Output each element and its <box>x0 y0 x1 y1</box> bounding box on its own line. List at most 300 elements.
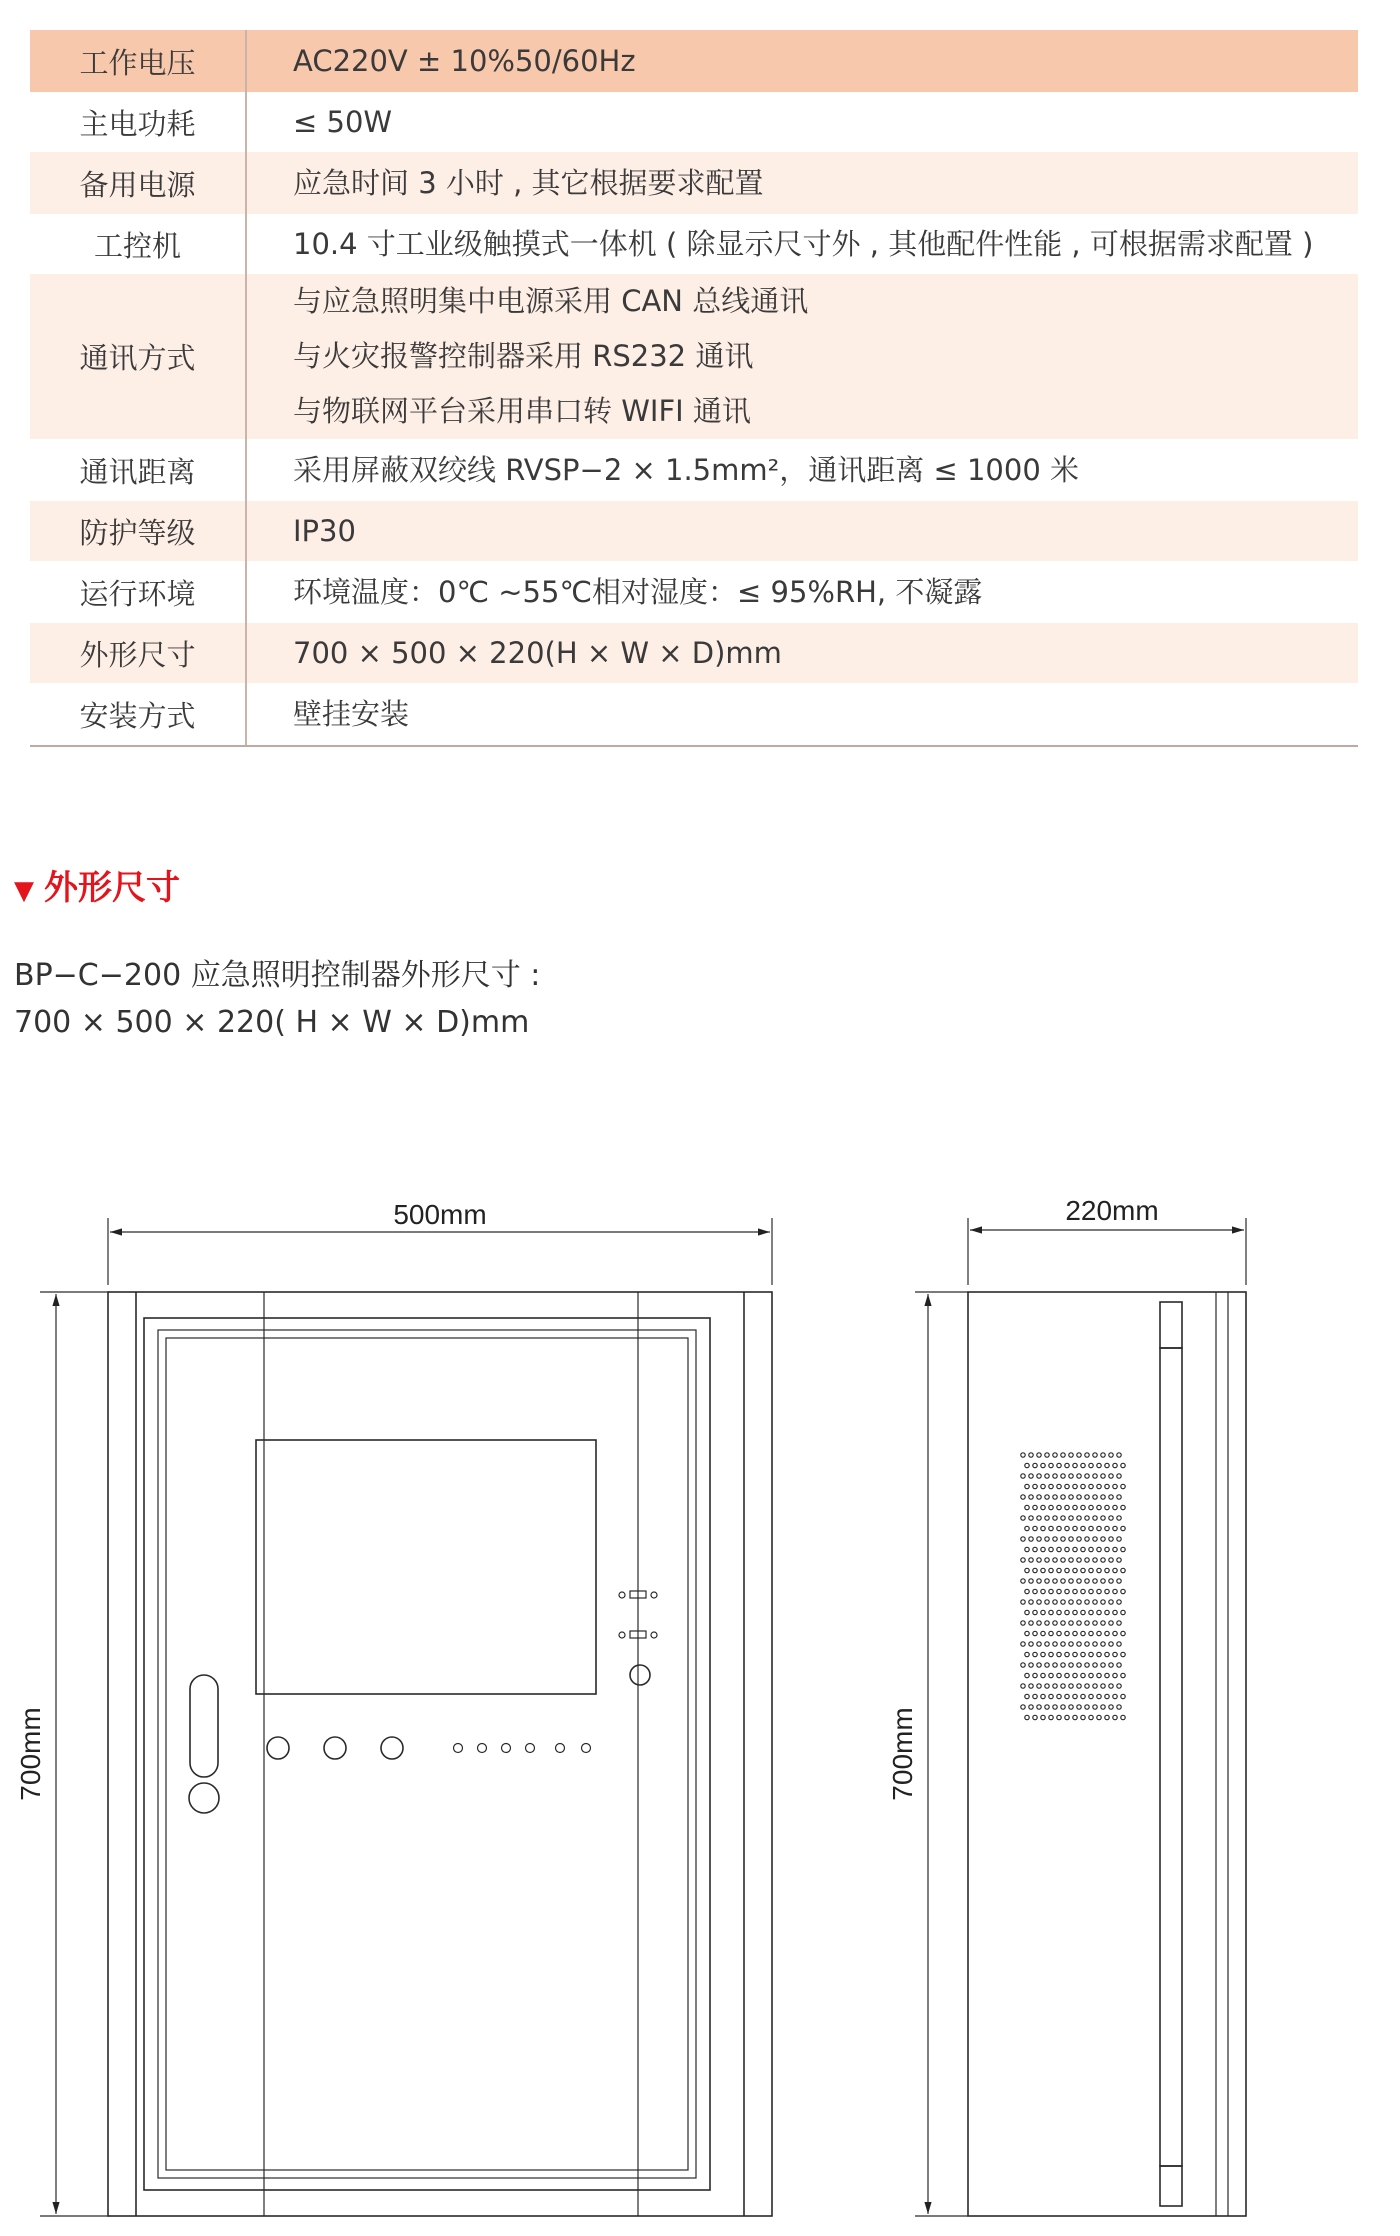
vent-hole <box>1025 1547 1029 1551</box>
spec-value-line: 采用屏蔽双绞线 RVSP−2 × 1.5mm²，通讯距离 ≤ 1000 米 <box>293 453 1080 487</box>
vent-hole <box>1093 1453 1097 1457</box>
vent-hole <box>1041 1610 1045 1614</box>
vent-hole <box>1117 1474 1121 1478</box>
vent-hole <box>1041 1715 1045 1719</box>
vent-hole <box>1081 1568 1085 1572</box>
vent-hole <box>1061 1705 1065 1709</box>
vent-hole <box>1021 1705 1025 1709</box>
vent-hole <box>1093 1516 1097 1520</box>
vent-hole <box>1081 1547 1085 1551</box>
vent-hole <box>1065 1589 1069 1593</box>
vent-hole <box>1049 1484 1053 1488</box>
vent-hole <box>1029 1705 1033 1709</box>
vent-hole <box>1097 1484 1101 1488</box>
vent-hole <box>1085 1579 1089 1583</box>
section-title-text: 外形尺寸 <box>44 868 180 908</box>
vent-hole <box>1033 1463 1037 1467</box>
vent-hole <box>1073 1463 1077 1467</box>
vent-hole <box>1117 1537 1121 1541</box>
vent-hole <box>1029 1558 1033 1562</box>
vent-hole <box>1077 1684 1081 1688</box>
vent-hole <box>1113 1568 1117 1572</box>
vent-hole <box>1053 1600 1057 1604</box>
vent-hole <box>1025 1715 1029 1719</box>
vent-hole <box>1113 1589 1117 1593</box>
vent-hole <box>1065 1463 1069 1467</box>
vent-hole <box>1065 1694 1069 1698</box>
vent-hole <box>1045 1684 1049 1688</box>
spec-label: 主电功耗 <box>30 92 246 152</box>
vent-hole <box>1025 1610 1029 1614</box>
vent-hole <box>1025 1505 1029 1509</box>
vent-hole <box>1077 1642 1081 1646</box>
vent-hole <box>1117 1684 1121 1688</box>
vent-hole <box>1057 1631 1061 1635</box>
vent-hole <box>1045 1642 1049 1646</box>
vent-hole <box>1021 1642 1025 1646</box>
vent-hole <box>1101 1495 1105 1499</box>
spec-value <box>246 561 1358 623</box>
vent-hole <box>1065 1547 1069 1551</box>
vent-hole <box>1085 1705 1089 1709</box>
vent-hole <box>1061 1579 1065 1583</box>
vent-hole <box>1045 1600 1049 1604</box>
spec-value <box>246 683 1358 746</box>
vent-hole <box>1029 1684 1033 1688</box>
vent-hole <box>1021 1537 1025 1541</box>
spec-value-line: AC220V ± 10%50/60Hz <box>293 44 636 78</box>
spec-label: 防护等级 <box>30 501 246 561</box>
vent-hole <box>1057 1589 1061 1593</box>
spec-row <box>30 683 1358 746</box>
vent-hole <box>1033 1484 1037 1488</box>
vent-hole <box>1057 1673 1061 1677</box>
vent-hole <box>1033 1526 1037 1530</box>
vent-hole <box>1089 1568 1093 1572</box>
spec-row <box>30 439 1358 501</box>
vent-hole <box>1069 1621 1073 1625</box>
vent-hole <box>1109 1516 1113 1520</box>
vent-hole <box>1025 1463 1029 1467</box>
vent-hole <box>1105 1631 1109 1635</box>
spec-value-line: 与火灾报警控制器采用 RS232 通讯 <box>293 339 754 373</box>
vent-hole <box>1101 1684 1105 1688</box>
spec-row <box>30 623 1358 683</box>
vent-hole <box>1097 1715 1101 1719</box>
vent-hole <box>1037 1495 1041 1499</box>
vent-hole <box>1037 1558 1041 1562</box>
vent-hole <box>1025 1694 1029 1698</box>
spec-value <box>246 501 1358 561</box>
vent-hole <box>1109 1537 1113 1541</box>
vent-hole <box>1101 1537 1105 1541</box>
vent-hole <box>1057 1568 1061 1572</box>
vent-hole <box>1053 1474 1057 1478</box>
vent-hole <box>1057 1505 1061 1509</box>
vent-hole <box>1065 1631 1069 1635</box>
vent-hole <box>1021 1495 1025 1499</box>
vent-hole <box>1077 1705 1081 1709</box>
vent-hole <box>1113 1463 1117 1467</box>
vent-hole <box>1105 1589 1109 1593</box>
vent-hole <box>1093 1663 1097 1667</box>
vent-hole <box>1053 1684 1057 1688</box>
vent-hole <box>1021 1558 1025 1562</box>
vent-hole <box>1085 1558 1089 1562</box>
vent-hole <box>1097 1547 1101 1551</box>
vent-hole <box>1041 1631 1045 1635</box>
vent-hole <box>1045 1621 1049 1625</box>
vent-hole <box>1117 1579 1121 1583</box>
vent-hole <box>1053 1516 1057 1520</box>
vent-hole <box>1045 1453 1049 1457</box>
spec-row <box>30 501 1358 561</box>
vent-hole <box>1089 1694 1093 1698</box>
vent-hole <box>1049 1589 1053 1593</box>
vent-hole <box>1061 1537 1065 1541</box>
vent-hole <box>1117 1495 1121 1499</box>
vent-hole <box>1057 1463 1061 1467</box>
vent-hole <box>1121 1526 1125 1530</box>
vent-hole <box>1041 1652 1045 1656</box>
vent-hole <box>1093 1642 1097 1646</box>
vent-hole <box>1105 1652 1109 1656</box>
vent-hole <box>1101 1663 1105 1667</box>
vent-hole <box>1041 1463 1045 1467</box>
vent-hole <box>1117 1600 1121 1604</box>
vent-hole <box>1057 1694 1061 1698</box>
vent-hole <box>1049 1547 1053 1551</box>
spec-value-line: IP30 <box>293 514 356 548</box>
vent-hole <box>1093 1684 1097 1688</box>
front-view <box>15 1199 772 2216</box>
vent-hole <box>1121 1610 1125 1614</box>
vent-hole <box>1121 1547 1125 1551</box>
vent-hole <box>1065 1484 1069 1488</box>
spec-row <box>30 274 1358 439</box>
vent-hole <box>1065 1568 1069 1572</box>
vent-hole <box>1105 1715 1109 1719</box>
vent-hole <box>1097 1505 1101 1509</box>
vent-hole <box>1073 1526 1077 1530</box>
vent-hole <box>1065 1505 1069 1509</box>
vent-hole <box>1073 1652 1077 1656</box>
spec-label: 工控机 <box>30 214 246 274</box>
vent-hole <box>1053 1495 1057 1499</box>
vent-hole <box>1089 1631 1093 1635</box>
vent-hole <box>1045 1558 1049 1562</box>
spec-value <box>246 439 1358 501</box>
vent-hole <box>1057 1484 1061 1488</box>
vent-hole <box>1041 1568 1045 1572</box>
vent-hole <box>1089 1463 1093 1467</box>
vent-hole <box>1025 1652 1029 1656</box>
vent-hole <box>1021 1474 1025 1478</box>
vent-hole <box>1089 1505 1093 1509</box>
vent-hole <box>1081 1715 1085 1719</box>
vent-hole <box>1069 1600 1073 1604</box>
vent-hole <box>1093 1558 1097 1562</box>
vent-hole <box>1081 1589 1085 1593</box>
vent-hole <box>1037 1474 1041 1478</box>
vent-hole <box>1085 1621 1089 1625</box>
vent-hole <box>1093 1495 1097 1499</box>
vent-hole <box>1117 1663 1121 1667</box>
vent-hole <box>1097 1463 1101 1467</box>
vent-hole <box>1113 1484 1117 1488</box>
dimension-drawing <box>0 1150 1400 2230</box>
vent-hole <box>1117 1558 1121 1562</box>
vent-hole <box>1029 1453 1033 1457</box>
vent-hole <box>1113 1526 1117 1530</box>
vent-hole <box>1069 1579 1073 1583</box>
vent-hole <box>1089 1673 1093 1677</box>
spec-value <box>246 623 1358 683</box>
vent-hole <box>1029 1642 1033 1646</box>
spec-value-line: ≤ 50W <box>293 105 393 139</box>
vent-hole <box>1109 1642 1113 1646</box>
vent-hole <box>1105 1526 1109 1530</box>
vent-hole <box>1033 1505 1037 1509</box>
vent-hole <box>1037 1705 1041 1709</box>
spec-label: 工作电压 <box>30 30 246 92</box>
vent-hole <box>1065 1673 1069 1677</box>
spec-value <box>246 30 1358 92</box>
vent-hole <box>1121 1484 1125 1488</box>
vent-hole <box>1069 1516 1073 1520</box>
vent-hole <box>1041 1526 1045 1530</box>
vent-hole <box>1117 1642 1121 1646</box>
vent-hole <box>1093 1579 1097 1583</box>
vent-hole <box>1057 1526 1061 1530</box>
vent-hole <box>1021 1621 1025 1625</box>
vent-hole <box>1093 1537 1097 1541</box>
vent-hole <box>1081 1694 1085 1698</box>
spec-label: 通讯方式 <box>30 274 246 439</box>
vent-hole <box>1029 1621 1033 1625</box>
vent-hole <box>1089 1715 1093 1719</box>
vent-hole <box>1061 1600 1065 1604</box>
vent-hole <box>1061 1663 1065 1667</box>
vent-hole <box>1097 1694 1101 1698</box>
vent-hole <box>1053 1558 1057 1562</box>
spec-value <box>246 274 1358 439</box>
vent-hole <box>1097 1589 1101 1593</box>
vent-hole <box>1097 1526 1101 1530</box>
spec-row <box>30 30 1358 92</box>
vent-hole <box>1021 1579 1025 1583</box>
vent-hole <box>1057 1547 1061 1551</box>
section-title <box>14 860 180 909</box>
vent-hole <box>1081 1610 1085 1614</box>
vent-hole <box>1041 1505 1045 1509</box>
vent-hole <box>1121 1589 1125 1593</box>
vent-hole <box>1101 1516 1105 1520</box>
vent-hole <box>1109 1663 1113 1667</box>
vent-hole <box>1037 1621 1041 1625</box>
vent-hole <box>1061 1642 1065 1646</box>
vent-hole <box>1033 1547 1037 1551</box>
vent-hole <box>1085 1642 1089 1646</box>
spec-value <box>246 92 1358 152</box>
vent-hole <box>1081 1673 1085 1677</box>
vent-hole <box>1045 1663 1049 1667</box>
vent-hole <box>1021 1453 1025 1457</box>
vent-hole <box>1073 1568 1077 1572</box>
vent-hole <box>1097 1610 1101 1614</box>
vent-hole <box>1041 1589 1045 1593</box>
vent-hole <box>1097 1652 1101 1656</box>
vent-hole <box>1077 1558 1081 1562</box>
vent-hole <box>1089 1610 1093 1614</box>
vent-hole <box>1109 1684 1113 1688</box>
vent-hole <box>1109 1453 1113 1457</box>
vent-hole <box>1105 1547 1109 1551</box>
vent-hole <box>1029 1579 1033 1583</box>
vent-hole <box>1029 1516 1033 1520</box>
vent-hole <box>1073 1589 1077 1593</box>
vent-hole <box>1101 1474 1105 1478</box>
vent-hole <box>1089 1547 1093 1551</box>
spec-row <box>30 152 1358 214</box>
vent-hole <box>1029 1663 1033 1667</box>
vent-hole <box>1101 1600 1105 1604</box>
vent-hole <box>1085 1684 1089 1688</box>
vent-hole <box>1093 1705 1097 1709</box>
spec-value-line: 应急时间 3 小时 , 其它根据要求配置 <box>293 166 764 200</box>
vent-hole <box>1101 1558 1105 1562</box>
vent-hole <box>1109 1495 1113 1499</box>
vent-hole <box>1045 1705 1049 1709</box>
vent-hole <box>1113 1631 1117 1635</box>
vent-hole <box>1021 1663 1025 1667</box>
vent-hole <box>1045 1579 1049 1583</box>
vent-hole <box>1073 1484 1077 1488</box>
vent-hole <box>1061 1495 1065 1499</box>
vent-hole <box>1065 1652 1069 1656</box>
vent-hole <box>1089 1526 1093 1530</box>
vent-hole <box>1105 1694 1109 1698</box>
vent-hole <box>1101 1642 1105 1646</box>
vent-hole <box>1065 1526 1069 1530</box>
vent-hole <box>1121 1694 1125 1698</box>
vent-hole <box>1081 1652 1085 1656</box>
vent-hole <box>1077 1537 1081 1541</box>
vent-hole <box>1021 1516 1025 1520</box>
vent-hole <box>1029 1537 1033 1541</box>
vent-hole <box>1073 1673 1077 1677</box>
vent-hole <box>1049 1673 1053 1677</box>
vent-hole <box>1049 1568 1053 1572</box>
vent-hole <box>1101 1705 1105 1709</box>
vent-hole <box>1069 1642 1073 1646</box>
vent-hole <box>1109 1558 1113 1562</box>
vent-hole <box>1077 1516 1081 1520</box>
vent-hole <box>1105 1610 1109 1614</box>
vent-hole <box>1105 1463 1109 1467</box>
vent-hole <box>1061 1684 1065 1688</box>
spec-value <box>246 152 1358 214</box>
vent-hole <box>1049 1631 1053 1635</box>
vent-hole <box>1033 1715 1037 1719</box>
vent-hole <box>1057 1715 1061 1719</box>
vent-hole <box>1081 1463 1085 1467</box>
vent-hole <box>1045 1495 1049 1499</box>
vent-hole <box>1109 1474 1113 1478</box>
vent-hole <box>1025 1526 1029 1530</box>
vent-hole <box>1049 1463 1053 1467</box>
vent-hole <box>1097 1568 1101 1572</box>
vent-hole <box>1049 1652 1053 1656</box>
vent-hole <box>1085 1474 1089 1478</box>
vent-holes <box>1021 1453 1125 1720</box>
vent-hole <box>1077 1663 1081 1667</box>
side-height-label: 700mm <box>887 1707 918 1801</box>
vent-hole <box>1105 1505 1109 1509</box>
vent-hole <box>1045 1516 1049 1520</box>
front-width-label: 500mm <box>393 1199 487 1230</box>
vent-hole <box>1077 1621 1081 1625</box>
vent-hole <box>1081 1631 1085 1635</box>
vent-hole <box>1045 1474 1049 1478</box>
vent-hole <box>1045 1537 1049 1541</box>
vent-hole <box>1121 1715 1125 1719</box>
vent-hole <box>1069 1474 1073 1478</box>
front-height-label: 700mm <box>15 1707 46 1801</box>
vent-hole <box>1085 1537 1089 1541</box>
vent-hole <box>1113 1610 1117 1614</box>
vent-hole <box>1041 1547 1045 1551</box>
spec-label: 运行环境 <box>30 561 246 623</box>
vent-hole <box>1093 1600 1097 1604</box>
vent-hole <box>1109 1579 1113 1583</box>
spec-table <box>30 30 1358 747</box>
vent-hole <box>1077 1495 1081 1499</box>
vent-hole <box>1049 1694 1053 1698</box>
vent-hole <box>1033 1694 1037 1698</box>
vent-hole <box>1025 1631 1029 1635</box>
vent-hole <box>1073 1694 1077 1698</box>
vent-hole <box>1077 1474 1081 1478</box>
vent-hole <box>1117 1516 1121 1520</box>
vent-hole <box>1089 1484 1093 1488</box>
spec-row <box>30 214 1358 274</box>
vent-hole <box>1105 1484 1109 1488</box>
vent-hole <box>1061 1516 1065 1520</box>
vent-hole <box>1077 1453 1081 1457</box>
vent-hole <box>1093 1621 1097 1625</box>
vent-hole <box>1033 1673 1037 1677</box>
vent-hole <box>1121 1505 1125 1509</box>
vent-hole <box>1101 1621 1105 1625</box>
triangle-down-icon: ▼ <box>14 876 34 906</box>
vent-hole <box>1061 1621 1065 1625</box>
vent-hole <box>1029 1474 1033 1478</box>
dimension-desc-line2: 700 × 500 × 220( H × W × D)mm <box>14 1005 530 1040</box>
vent-hole <box>1069 1705 1073 1709</box>
vent-hole <box>1037 1579 1041 1583</box>
spec-value-line: 壁挂安装 <box>293 697 410 731</box>
spec-value-line: 700 × 500 × 220(H × W × D)mm <box>293 636 782 670</box>
spec-label: 外形尺寸 <box>30 623 246 683</box>
vent-hole <box>1053 1642 1057 1646</box>
vent-hole <box>1121 1652 1125 1656</box>
vent-hole <box>1021 1600 1025 1604</box>
vent-hole <box>1053 1621 1057 1625</box>
vent-hole <box>1037 1453 1041 1457</box>
vent-hole <box>1073 1610 1077 1614</box>
vent-hole <box>1113 1715 1117 1719</box>
